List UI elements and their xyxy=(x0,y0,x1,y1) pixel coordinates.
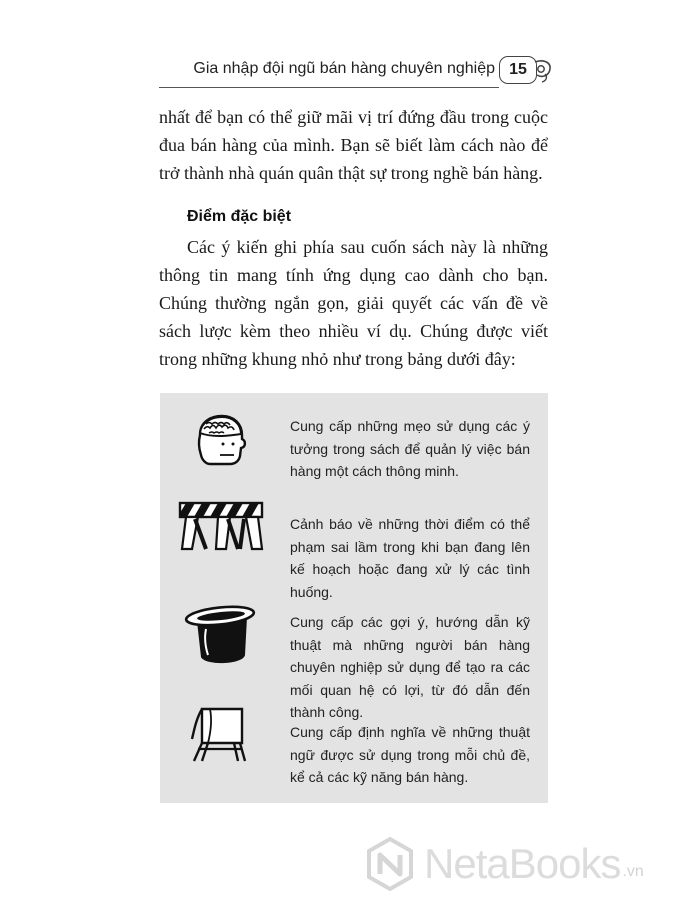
netabooks-logo-icon xyxy=(362,836,418,892)
page-number: 15 xyxy=(499,56,537,84)
body-paragraph: nhất để bạn có thể giữ mãi vị trí đứng đầu trong cuộc đua bán hàng của mình. Bạn sẽ biết làm cách nào để trở thành nhà quán quân thật sự trong nghề bán hàng. xyxy=(159,107,548,183)
legend-item-text: Cung cấp những mẹo sử dụng các ý tưởng trong sách để quản lý việc bán hàng một cách thông minh. xyxy=(290,418,530,479)
body-paragraph: Các ý kiến ghi phía sau cuốn sách này là những thông tin mang tính ứng dụng cao dành cho bạn. Chúng thường ngắn gọn, giải quyết các vấn đề về sách lược kèm theo nhiều ví dụ. Chúng được viết trong những khung nhỏ như trong bảng dưới đây: xyxy=(159,237,548,369)
legend-box xyxy=(160,393,548,803)
page-header xyxy=(0,54,700,88)
legend-item-text: Cảnh báo về những thời điểm có thể phạm sai lầm trong khi bạn đang lên kế hoạch hoặc đang xử lý các tình huống. xyxy=(290,516,530,600)
brain-head-icon xyxy=(190,413,250,469)
running-title: Gia nhập đội ngũ bán hàng chuyên nghiệp xyxy=(193,60,495,77)
section-heading: Điểm đặc biệt xyxy=(187,208,292,225)
watermark-brand: NetaBooks xyxy=(424,840,621,887)
page-ornament-icon xyxy=(533,56,555,84)
legend-item-text: Cung cấp định nghĩa về những thuật ngữ được sử dụng trong mỗi chủ đề, kể cả các kỹ năng bán hàng. xyxy=(290,724,530,785)
easel-icon xyxy=(188,705,248,763)
watermark-suffix: .vn xyxy=(622,863,644,880)
legend-item-text: Cung cấp các gợi ý, hướng dẫn kỹ thuật mà những người bán hàng chuyên nghiệp sử dụng để tạo ra các mối quan hệ có lợi, từ đó dẫn đến thành công. xyxy=(290,614,530,720)
barricade-icon xyxy=(178,501,266,551)
magic-hat-icon xyxy=(184,605,256,667)
header-rule xyxy=(159,87,499,88)
watermark xyxy=(362,832,644,896)
